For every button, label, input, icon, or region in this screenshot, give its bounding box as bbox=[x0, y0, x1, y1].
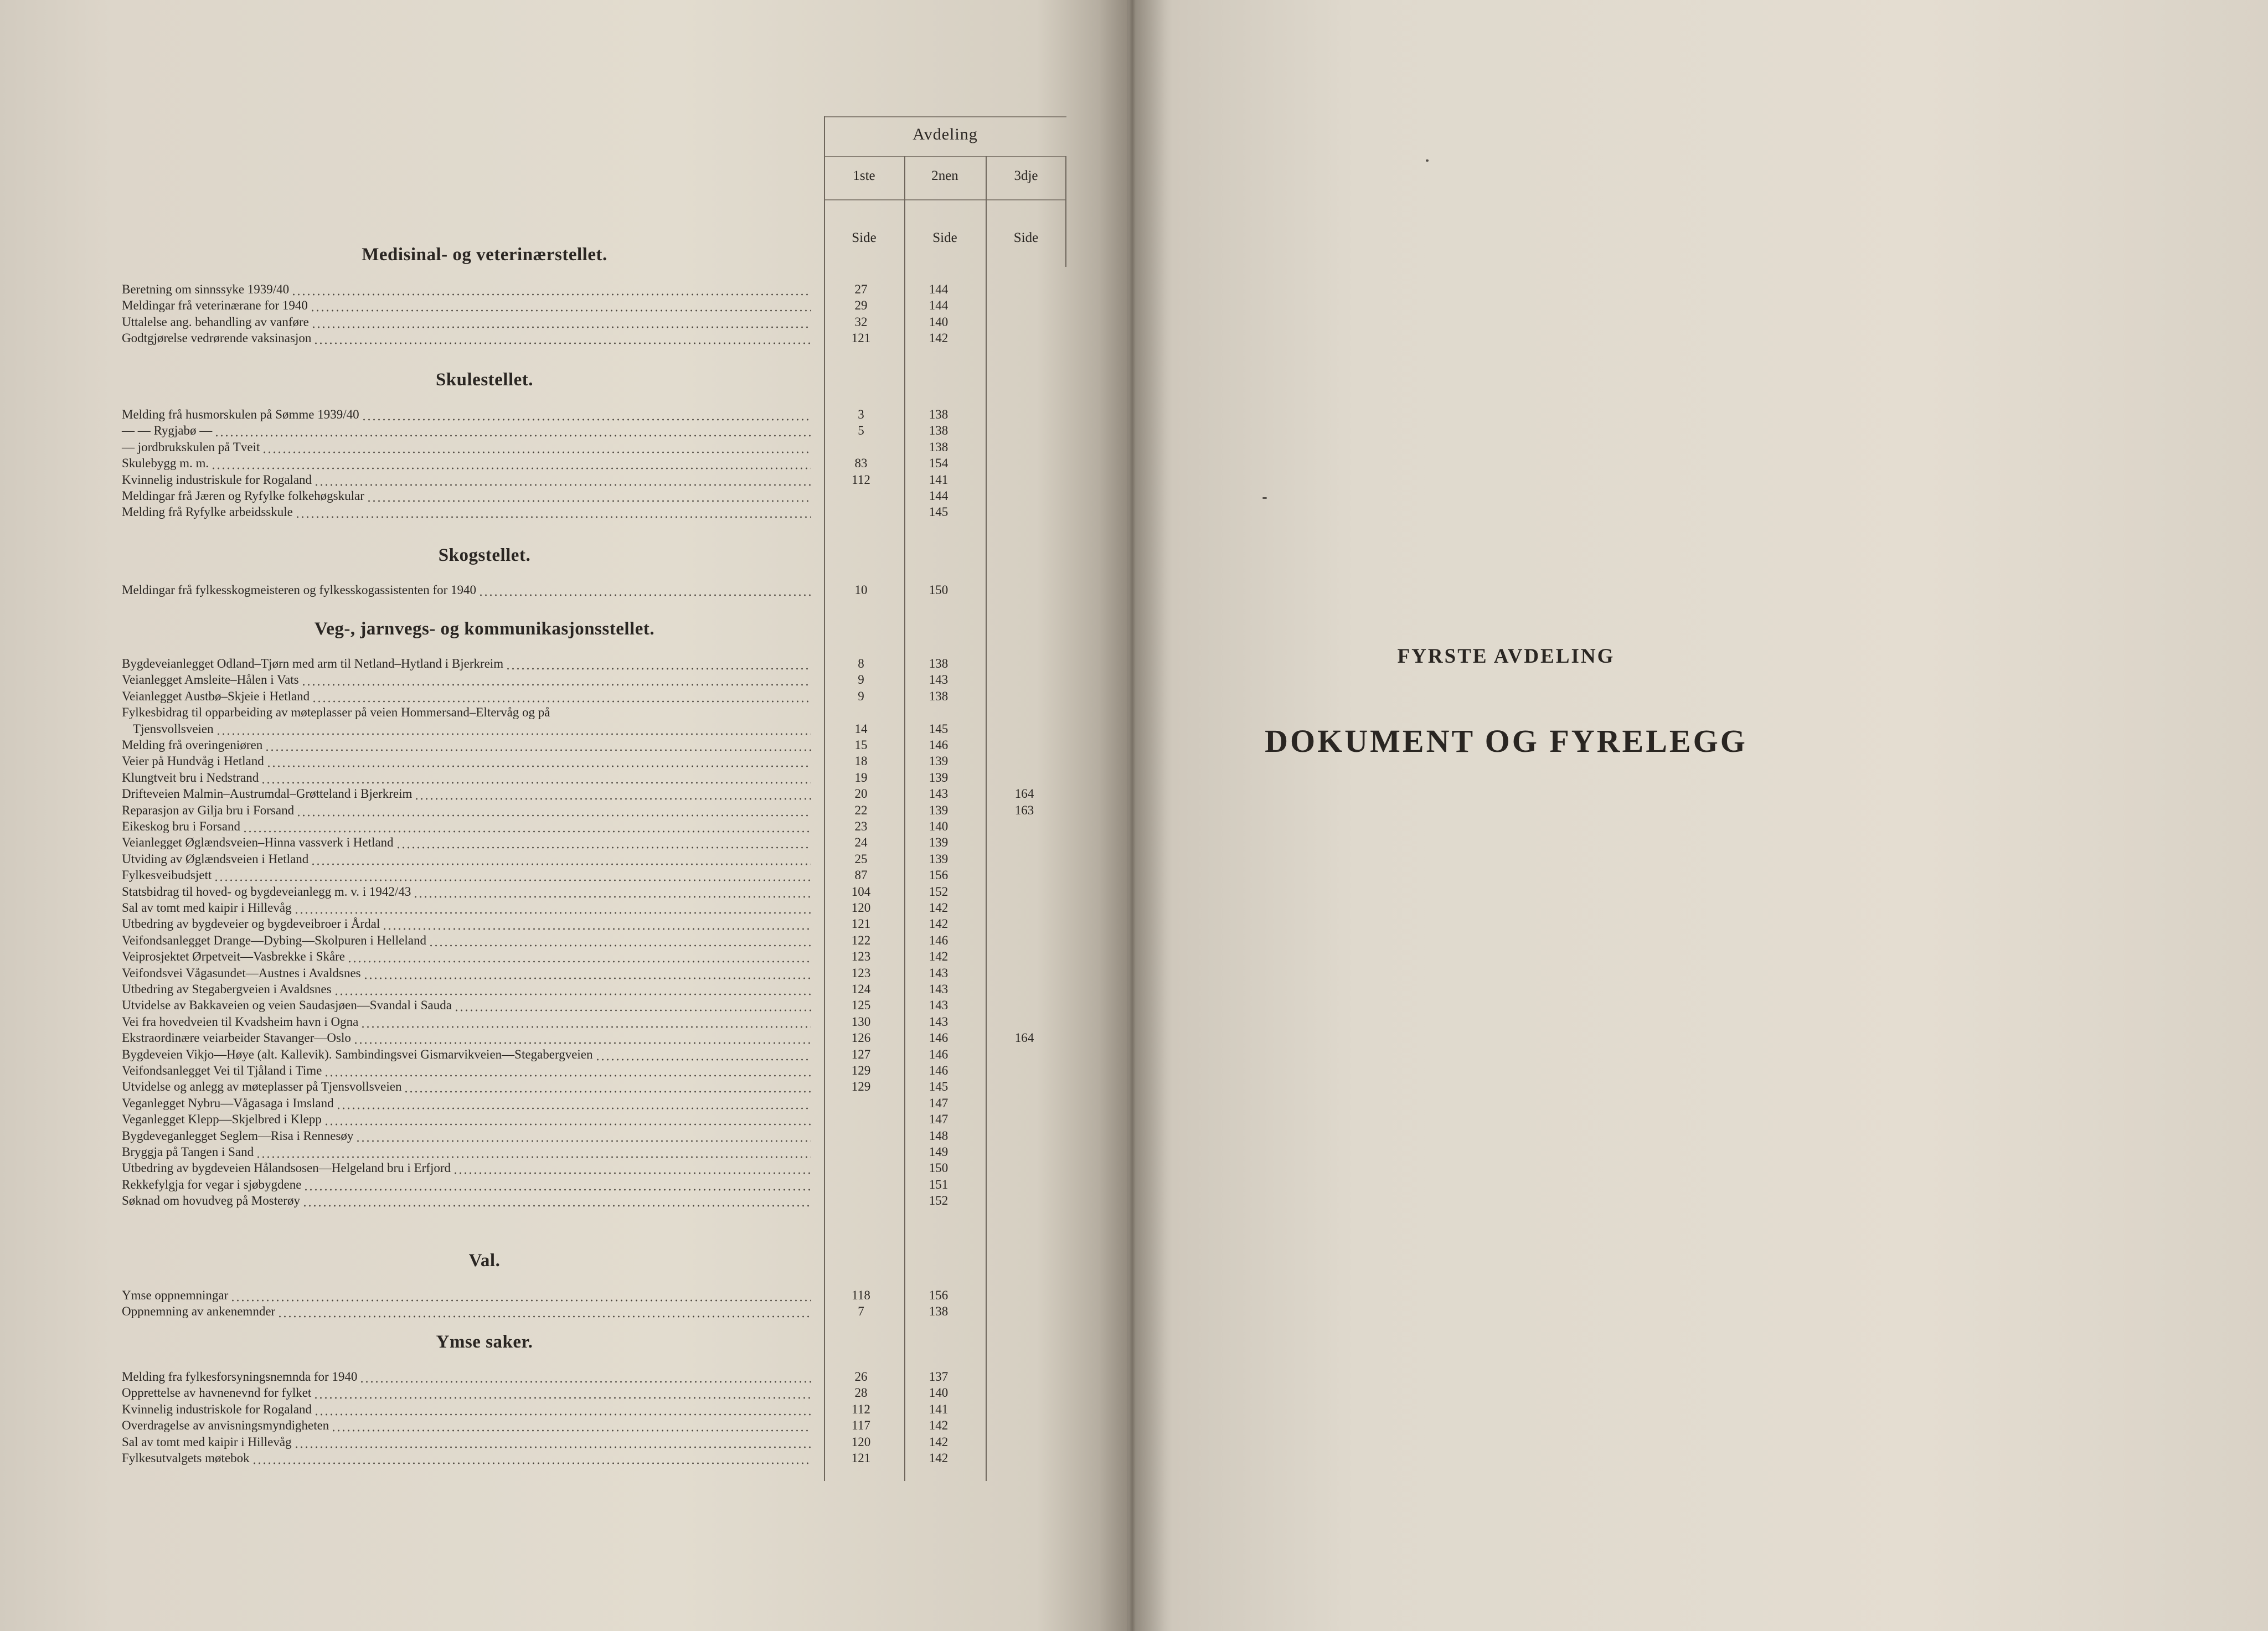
page-number-col-2: 145 bbox=[929, 505, 949, 519]
page-number-col-1: 15 bbox=[854, 738, 868, 752]
header-col-3: 3dje bbox=[1014, 168, 1038, 183]
entry-text: Statsbidrag til hoved- og bygdeveianlegg m. v. i 1942/43 bbox=[122, 884, 411, 899]
dot-leader bbox=[396, 834, 811, 850]
entry-text: Meldingar frå veterinærane for 1940 bbox=[122, 298, 308, 313]
column-rule-2 bbox=[986, 156, 987, 1481]
page-number-col-2: 143 bbox=[929, 982, 949, 996]
page-number-col-1: 32 bbox=[854, 314, 868, 329]
print-speck bbox=[1426, 159, 1429, 162]
header-col-1: 1ste bbox=[853, 168, 875, 183]
entry-text: Veianlegget Austbø–Skjeie i Hetland bbox=[122, 689, 310, 703]
entry-line bbox=[122, 802, 811, 818]
header-bottom-rule bbox=[824, 199, 1066, 200]
page-number-col-2: 138 bbox=[929, 440, 949, 454]
entry-line bbox=[122, 1014, 811, 1030]
entry-line bbox=[122, 688, 811, 704]
dot-leader bbox=[362, 406, 811, 422]
entry-text: Søknad om hovudveg på Mosterøy bbox=[122, 1194, 300, 1208]
page-number-col-2: 143 bbox=[929, 966, 949, 980]
page-number-col-2: 143 bbox=[929, 673, 949, 687]
entry-text: Sal av tomt med kaipir i Hillevåg bbox=[122, 901, 292, 915]
entry-line bbox=[122, 1144, 811, 1160]
dot-leader bbox=[347, 948, 811, 964]
entry-line bbox=[122, 297, 811, 313]
entry-text: Melding frå Ryfylke arbeidsskule bbox=[122, 505, 293, 519]
entry-text: Fylkesveibudsjett bbox=[122, 868, 212, 882]
page-number-col-1: 129 bbox=[851, 1064, 871, 1077]
entry-line bbox=[122, 884, 811, 900]
entry-line bbox=[122, 1434, 811, 1450]
dot-leader bbox=[478, 582, 811, 598]
page-number-col-2: 142 bbox=[929, 917, 949, 931]
section-heading: Medisinal- og veterinærstellet. bbox=[362, 245, 607, 265]
dot-leader bbox=[324, 1111, 811, 1127]
entry-text: Ekstraordinære veiarbeider Stavanger—Oslo bbox=[122, 1031, 351, 1045]
entry-line bbox=[122, 330, 811, 346]
entry-line bbox=[133, 721, 811, 737]
page-number-col-2: 156 bbox=[929, 1288, 949, 1302]
page-number-col-1: 8 bbox=[858, 657, 864, 670]
entry-line bbox=[122, 851, 811, 867]
entry-text: Utviding av Øglændsveien i Hetland bbox=[122, 851, 309, 866]
entry-line bbox=[122, 786, 811, 802]
page-number-col-2: 138 bbox=[929, 657, 949, 670]
entry-line bbox=[122, 281, 811, 297]
entry-line bbox=[122, 472, 811, 488]
page-number-col-1: 127 bbox=[851, 1047, 871, 1061]
dot-leader bbox=[266, 753, 811, 769]
page-number-col-1: 26 bbox=[854, 1370, 868, 1384]
dot-leader bbox=[252, 1450, 811, 1466]
page-number-col-1: 129 bbox=[851, 1080, 871, 1094]
dot-leader bbox=[214, 867, 811, 883]
entry-line bbox=[122, 422, 811, 438]
page-number-col-2: 152 bbox=[929, 1194, 949, 1208]
entry-line bbox=[122, 997, 811, 1013]
page-number-col-2: 147 bbox=[929, 1112, 949, 1127]
dot-leader bbox=[334, 981, 811, 997]
page-number-col-2: 146 bbox=[929, 1047, 949, 1061]
entry-line bbox=[122, 582, 811, 598]
entry-text: Bygdeveien Vikjo—Høye (alt. Kallevik). Sambindingsvei Gismarvikveien—Stegabergveien bbox=[122, 1047, 593, 1061]
page-number-col-2: 141 bbox=[929, 1402, 949, 1416]
entry-text: Fylkesbidrag til opparbeiding av møteplasser på veien Hommersand–Eltervåg og på bbox=[122, 705, 550, 720]
page-number-col-2: 140 bbox=[929, 819, 949, 833]
page-number-col-2: 151 bbox=[929, 1177, 949, 1191]
entry-line bbox=[122, 672, 811, 688]
dot-leader bbox=[324, 1062, 811, 1078]
print-speck bbox=[1262, 497, 1267, 499]
page-number-col-1: 7 bbox=[858, 1304, 864, 1319]
page-number-col-1: 83 bbox=[854, 456, 868, 471]
page-number-col-2: 150 bbox=[929, 583, 949, 597]
dot-leader bbox=[303, 1176, 811, 1193]
entry-text: Utvidelse og anlegg av møteplasser på Tjensvollsveien bbox=[122, 1080, 402, 1094]
page-number-col-1: 123 bbox=[851, 966, 871, 980]
page-number-col-2: 138 bbox=[929, 407, 949, 421]
entry-line bbox=[122, 1385, 811, 1401]
section-subtitle: FYRSTE AVDELING bbox=[1397, 645, 1615, 668]
dot-leader bbox=[382, 916, 811, 932]
dot-leader bbox=[311, 314, 811, 330]
entry-text: Bryggja på Tangen i Sand bbox=[122, 1145, 254, 1159]
entry-text: Veifondsanlegget Vei til Tjåland i Time bbox=[122, 1064, 322, 1077]
entry-line bbox=[122, 1078, 811, 1095]
entry-text: — — Rygjabø — bbox=[122, 424, 213, 438]
dot-leader bbox=[413, 884, 811, 900]
entry-line bbox=[122, 834, 811, 850]
page-number-col-2: 139 bbox=[929, 770, 949, 784]
section-heading: Ymse saker. bbox=[436, 1332, 533, 1352]
entry-text: Melding frå husmorskulen på Sømme 1939/40 bbox=[122, 407, 359, 421]
page-number-col-1: 104 bbox=[851, 884, 871, 899]
dot-leader bbox=[313, 1385, 811, 1401]
entry-text: Rekkefylgja for vegar i sjøbygdene bbox=[122, 1177, 302, 1191]
entry-text: Bygdeveganlegget Seglem—Risa i Rennesøy bbox=[122, 1128, 354, 1143]
entry-line bbox=[122, 1176, 811, 1193]
dot-leader bbox=[360, 1014, 811, 1030]
dot-leader bbox=[363, 965, 811, 981]
page-number-col-1: 112 bbox=[852, 472, 870, 487]
entry-line bbox=[122, 1450, 811, 1466]
entry-text: Uttalelse ang. behandling av vanføre bbox=[122, 314, 309, 329]
page-number-col-2: 142 bbox=[929, 901, 949, 915]
page-number-col-2: 149 bbox=[929, 1145, 949, 1159]
entry-text: Sal av tomt med kaipir i Hillevåg bbox=[122, 1434, 292, 1449]
page-number-col-1: 10 bbox=[854, 583, 868, 597]
entry-line bbox=[122, 1046, 811, 1062]
page-number-col-3: 163 bbox=[1014, 803, 1034, 817]
dot-leader bbox=[296, 802, 811, 818]
page-number-col-1: 122 bbox=[851, 933, 871, 947]
entry-line bbox=[122, 504, 811, 520]
entry-text: Drifteveien Malmin–Austrumdal–Grøtteland i Bjerkreim bbox=[122, 787, 413, 801]
entry-text: Fylkesutvalgets møtebok bbox=[122, 1451, 250, 1465]
page-number-col-2: 140 bbox=[929, 314, 949, 329]
page-number-col-2: 150 bbox=[929, 1161, 949, 1175]
dot-leader bbox=[294, 1434, 811, 1450]
entry-line bbox=[122, 656, 811, 672]
entry-line bbox=[122, 1095, 811, 1111]
page-number-col-1: 125 bbox=[851, 998, 871, 1013]
page-number-col-1: 24 bbox=[854, 835, 868, 850]
entry-text: Tjensvollsveien bbox=[133, 721, 214, 736]
section-title: DOKUMENT OG FYRELEGG bbox=[1265, 723, 1748, 759]
entry-text: Meldingar frå fylkesskogmeisteren og fylkesskogassistenten for 1940 bbox=[122, 583, 477, 597]
dot-leader bbox=[311, 851, 811, 867]
entry-text: Melding fra fylkesforsyningsnemnda for 1940 bbox=[122, 1370, 358, 1384]
page-number-col-1: 19 bbox=[854, 770, 868, 784]
entry-text: Oppnemning av ankenemnder bbox=[122, 1304, 276, 1319]
page-number-col-1: 121 bbox=[851, 917, 871, 931]
entry-text: Skulebygg m. m. bbox=[122, 456, 209, 471]
entry-line bbox=[122, 1062, 811, 1078]
page-number-col-1: 9 bbox=[858, 689, 864, 703]
page-number-col-1: 28 bbox=[854, 1386, 868, 1400]
entry-line bbox=[122, 1111, 811, 1127]
page-number-col-1: 14 bbox=[854, 721, 868, 736]
entry-line bbox=[122, 818, 811, 834]
page-number-col-2: 146 bbox=[929, 1031, 949, 1045]
entry-text: Utvidelse av Bakkaveien og veien Saudasjøen—Svandal i Sauda bbox=[122, 998, 452, 1013]
dot-leader bbox=[314, 472, 811, 488]
dot-leader bbox=[277, 1303, 811, 1319]
page-number-col-1: 117 bbox=[852, 1418, 870, 1433]
dot-leader bbox=[595, 1046, 811, 1062]
dot-leader bbox=[310, 297, 811, 313]
dot-leader bbox=[211, 455, 811, 471]
page-number-col-1: 120 bbox=[851, 1434, 871, 1449]
dot-leader bbox=[262, 439, 811, 455]
page-number-col-2: 145 bbox=[929, 721, 949, 736]
page-number-col-1: 3 bbox=[858, 407, 864, 421]
page-number-col-1: 5 bbox=[858, 424, 864, 438]
entry-line bbox=[122, 314, 811, 330]
page-number-col-1: 23 bbox=[854, 819, 868, 833]
entry-text: Veifondsvei Vågasundet—Austnes i Avaldsnes bbox=[122, 966, 361, 980]
dot-leader bbox=[454, 997, 811, 1013]
dot-leader bbox=[291, 281, 811, 297]
page-number-col-2: 146 bbox=[929, 1064, 949, 1077]
entry-text: Klungtveit bru i Nedstrand bbox=[122, 770, 259, 784]
dot-leader bbox=[429, 932, 811, 948]
page-number-col-1: 9 bbox=[858, 673, 864, 687]
dot-leader bbox=[331, 1417, 811, 1433]
page-number-col-1: 27 bbox=[854, 282, 868, 296]
page-number-col-1: 120 bbox=[851, 901, 871, 915]
entry-text: Eikeskog bru i Forsand bbox=[122, 819, 241, 833]
dot-leader bbox=[301, 672, 811, 688]
entry-text: Veganlegget Klepp—Skjelbred i Klepp bbox=[122, 1112, 322, 1127]
unit-col-1: Side bbox=[852, 230, 877, 245]
page-number-col-1: 18 bbox=[854, 754, 868, 768]
page-number-col-1: 29 bbox=[854, 298, 868, 313]
dot-leader bbox=[506, 656, 811, 672]
section-heading: Val. bbox=[468, 1251, 501, 1271]
dot-leader bbox=[355, 1128, 811, 1144]
page-number-col-2: 144 bbox=[929, 298, 949, 313]
column-rule-left bbox=[824, 116, 825, 1481]
entry-line bbox=[122, 737, 811, 753]
page-number-col-2: 138 bbox=[929, 689, 949, 703]
entry-text: Melding frå overingeniøren bbox=[122, 738, 263, 752]
entry-line bbox=[122, 1193, 811, 1209]
entry-line bbox=[122, 1401, 811, 1417]
book-gutter bbox=[1099, 0, 1166, 1631]
entry-text: Meldingar frå Jæren og Ryfylke folkehøgskular bbox=[122, 489, 364, 503]
page-number-col-2: 148 bbox=[929, 1128, 949, 1143]
dot-leader bbox=[216, 721, 811, 737]
dot-leader bbox=[314, 1401, 811, 1417]
entry-line bbox=[122, 965, 811, 981]
page-number-col-1: 87 bbox=[854, 868, 868, 882]
section-heading: Veg-, jarnvegs- og kommunikasjonsstellet. bbox=[314, 619, 655, 639]
entry-line bbox=[122, 1160, 811, 1176]
entry-text: Bygdeveianlegget Odland–Tjørn med arm til Netland–Hytland i Bjerkreim bbox=[122, 657, 504, 670]
page-number-col-1: 112 bbox=[852, 1402, 870, 1416]
page-number-col-1: 130 bbox=[851, 1014, 871, 1029]
entry-line bbox=[122, 770, 811, 786]
page-number-col-2: 138 bbox=[929, 1304, 949, 1319]
page-number-col-2: 140 bbox=[929, 1386, 949, 1400]
page-number-col-2: 154 bbox=[929, 456, 949, 471]
header-avdeling: Avdeling bbox=[913, 125, 978, 143]
entry-text: Overdragelse av anvisningsmyndigheten bbox=[122, 1418, 329, 1433]
page-number-col-2: 139 bbox=[929, 754, 949, 768]
page-number-col-3: 164 bbox=[1014, 1031, 1034, 1045]
page-number-col-2: 146 bbox=[929, 933, 949, 947]
dot-leader bbox=[312, 688, 811, 704]
unit-col-3: Side bbox=[1013, 230, 1039, 245]
dot-leader bbox=[230, 1287, 811, 1303]
page-number-col-2: 142 bbox=[929, 1418, 949, 1433]
entry-line bbox=[122, 1128, 811, 1144]
header-mid-rule bbox=[824, 156, 1066, 157]
entry-text: Opprettelse av havnenevnd for fylket bbox=[122, 1386, 312, 1400]
page-number-col-1: 22 bbox=[854, 803, 868, 817]
entry-text: Utbedring av bygdeveien Hålandsosen—Helgeland bru i Erfjord bbox=[122, 1161, 451, 1175]
page-number-col-2: 152 bbox=[929, 884, 949, 899]
section-heading: Skulestellet. bbox=[435, 370, 534, 390]
page-number-col-2: 143 bbox=[929, 998, 949, 1013]
entry-line bbox=[122, 753, 811, 769]
entry-line bbox=[122, 1369, 811, 1385]
entry-line bbox=[122, 867, 811, 883]
entry-text: Veganlegget Nybru—Vågasaga i Imsland bbox=[122, 1096, 334, 1110]
dot-leader bbox=[414, 786, 811, 802]
dot-leader bbox=[294, 900, 811, 916]
dot-leader bbox=[404, 1078, 811, 1095]
entry-text: — jordbrukskulen på Tveit bbox=[122, 440, 260, 454]
entry-text: Kvinnelig industriskole for Rogaland bbox=[122, 1402, 312, 1416]
page-number-col-1: 20 bbox=[854, 787, 868, 801]
entry-line bbox=[122, 1287, 811, 1303]
page-number-col-2: 139 bbox=[929, 851, 949, 866]
dot-leader bbox=[256, 1144, 811, 1160]
page-number-col-2: 144 bbox=[929, 489, 949, 503]
page-number-col-1: 118 bbox=[852, 1288, 870, 1302]
entry-line bbox=[122, 948, 811, 964]
page-number-col-2: 141 bbox=[929, 472, 949, 487]
page-number-col-2: 139 bbox=[929, 835, 949, 850]
dot-leader bbox=[367, 488, 811, 504]
page-number-col-3: 164 bbox=[1014, 787, 1034, 801]
entry-line bbox=[122, 916, 811, 932]
page-number-col-2: 139 bbox=[929, 803, 949, 817]
entry-line bbox=[122, 1417, 811, 1433]
page-number-col-2: 142 bbox=[929, 1434, 949, 1449]
entry-text: Godtgjørelse vedrørende vaksinasjon bbox=[122, 331, 312, 345]
entry-text: Utbedring av bygdeveier og bygdeveibroer i Årdal bbox=[122, 917, 380, 931]
entry-text: Vei fra hovedveien til Kvadsheim havn i Ogna bbox=[122, 1014, 359, 1029]
entry-line bbox=[122, 1030, 811, 1046]
page-number-col-2: 146 bbox=[929, 738, 949, 752]
page-number-col-2: 143 bbox=[929, 787, 949, 801]
entry-line bbox=[122, 932, 811, 948]
page-number-col-2: 145 bbox=[929, 1080, 949, 1094]
entry-text: Veianlegget Øglændsveien–Hinna vassverk i Hetland bbox=[122, 835, 394, 850]
header-top-rule bbox=[824, 116, 1066, 117]
page-number-col-2: 156 bbox=[929, 868, 949, 882]
page-number-col-1: 121 bbox=[851, 331, 871, 345]
page-number-col-2: 144 bbox=[929, 282, 949, 296]
entry-text: Veiprosjektet Ørpetveit—Vasbrekke i Skåre bbox=[122, 949, 346, 964]
dot-leader bbox=[261, 770, 811, 786]
page-number-col-2: 143 bbox=[929, 1014, 949, 1029]
dot-leader bbox=[313, 330, 811, 346]
page-number-col-1: 121 bbox=[851, 1451, 871, 1465]
entry-text: Beretning om sinnssyke 1939/40 bbox=[122, 282, 290, 296]
entry-text: Veier på Hundvåg i Hetland bbox=[122, 754, 264, 768]
entry-line bbox=[122, 439, 811, 455]
dot-leader bbox=[302, 1193, 811, 1209]
entry-line bbox=[122, 981, 811, 997]
page-number-col-2: 142 bbox=[929, 949, 949, 964]
page-number-col-1: 123 bbox=[851, 949, 871, 964]
entry-text: Veianlegget Amsleite–Hålen i Vats bbox=[122, 673, 299, 687]
entry-line bbox=[122, 455, 811, 471]
dot-leader bbox=[353, 1030, 811, 1046]
page-number-col-2: 142 bbox=[929, 1451, 949, 1465]
dot-leader bbox=[336, 1095, 811, 1111]
header-col-2: 2nen bbox=[931, 168, 958, 183]
entry-line bbox=[122, 900, 811, 916]
page-number-col-1: 25 bbox=[854, 851, 868, 866]
entry-line bbox=[122, 406, 811, 422]
dot-leader bbox=[295, 504, 811, 520]
entry-text: Reparasjon av Gilja bru i Forsand bbox=[122, 803, 295, 817]
entry-text: Veifondsanlegget Drange—Dybing—Skolpuren i Helleland bbox=[122, 933, 426, 947]
entry-line bbox=[122, 488, 811, 504]
entry-line bbox=[122, 1303, 811, 1319]
right-page bbox=[1127, 0, 2268, 1631]
entry-text: Kvinnelig industriskule for Rogaland bbox=[122, 472, 312, 487]
unit-col-2: Side bbox=[932, 230, 957, 245]
page-number-col-2: 137 bbox=[929, 1370, 949, 1384]
dot-leader bbox=[243, 818, 811, 834]
entry-text: Utbedring av Stegabergveien i Avaldsnes bbox=[122, 982, 332, 996]
column-rule-3 bbox=[1065, 156, 1066, 267]
column-rule-1 bbox=[904, 156, 905, 1481]
page-number-col-1: 126 bbox=[851, 1031, 871, 1045]
section-heading: Skogstellet. bbox=[438, 545, 531, 565]
page-number-col-2: 142 bbox=[929, 331, 949, 345]
page-number-col-2: 147 bbox=[929, 1096, 949, 1110]
page-number-col-2: 138 bbox=[929, 424, 949, 438]
entry-text: Ymse oppnemningar bbox=[122, 1288, 229, 1302]
page-number-col-1: 124 bbox=[851, 982, 871, 996]
dot-leader bbox=[359, 1369, 811, 1385]
dot-leader bbox=[265, 737, 811, 753]
dot-leader bbox=[214, 422, 811, 438]
dot-leader bbox=[453, 1160, 811, 1176]
